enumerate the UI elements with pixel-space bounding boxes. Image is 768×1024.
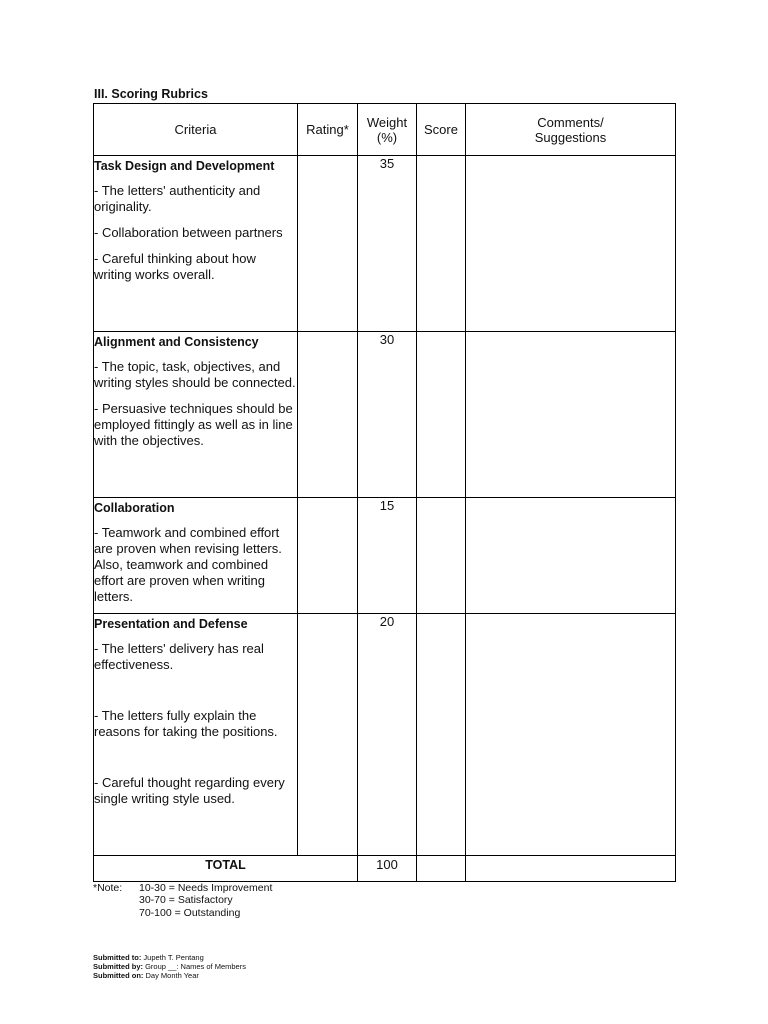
weight-cell: 15 (358, 498, 417, 614)
rubric-row (94, 332, 676, 498)
criteria-item: - Careful thinking about how writing works overall. (94, 251, 256, 282)
criteria-item: - The letters fully explain the reasons for taking the positions. (94, 708, 278, 739)
rubric-row (94, 498, 676, 614)
criteria-item: - Persuasive techniques should be employed fittingly as well as in line with the objectives. (94, 401, 293, 448)
submitted-on-value: Day Month Year (145, 971, 199, 980)
rating-cell[interactable] (298, 498, 358, 614)
criteria-cell (94, 156, 298, 332)
scoring-rubric-table (93, 103, 676, 882)
total-score-cell[interactable] (417, 856, 466, 882)
submitted-by-value: Group __: Names of Members (145, 962, 246, 971)
weight-header (358, 104, 417, 156)
submitted-to-label: Submitted to: (93, 953, 142, 962)
submitted-on-label: Submitted on: (93, 971, 144, 980)
total-value: 100 (376, 857, 398, 872)
weight-header-line1: Weight (366, 114, 408, 130)
rating-cell[interactable] (298, 332, 358, 498)
submitted-by-label: Submitted by: (93, 962, 143, 971)
submitted-to (93, 953, 246, 962)
note-label: *Note: (93, 882, 123, 894)
criteria-cell (94, 614, 298, 856)
criteria-cell (94, 332, 298, 498)
criteria-item: - Teamwork and combined effort are proven when revising letters. Also, teamwork and combined effort are proven when writing letters. (94, 525, 282, 604)
weight-cell: 30 (358, 332, 417, 498)
criteria-title: Alignment and Consistency (94, 335, 259, 349)
submitted-by (93, 962, 246, 971)
score-cell[interactable] (417, 332, 466, 498)
total-label: TOTAL (205, 858, 246, 872)
criteria-header: Criteria (94, 104, 298, 156)
score-header: Score (417, 104, 466, 156)
total-comments-cell[interactable] (466, 856, 676, 882)
comments-cell[interactable] (466, 498, 676, 614)
note-line: 10-30 = Needs Improvement (139, 882, 273, 894)
comments-header-line1: Comments/ (537, 114, 604, 130)
score-cell[interactable] (417, 156, 466, 332)
header-row (94, 104, 676, 156)
comments-header (466, 104, 676, 156)
rating-header: Rating* (298, 104, 358, 156)
total-label-cell (94, 856, 358, 882)
total-weight-cell (358, 856, 417, 882)
criteria-item: - The topic, task, objectives, and writing styles should be connected. (94, 359, 296, 390)
rubric-row (94, 614, 676, 856)
submitted-on (93, 971, 246, 980)
section-title: III. Scoring Rubrics (94, 87, 208, 101)
comments-header-line2: Suggestions (534, 129, 607, 145)
criteria-cell (94, 498, 298, 614)
rating-cell[interactable] (298, 156, 358, 332)
submitted-to-value: Jupeth T. Pentang (143, 953, 204, 962)
rubric-row (94, 156, 676, 332)
comments-cell[interactable] (466, 332, 676, 498)
criteria-item: - Collaboration between partners (94, 225, 283, 240)
criteria-item: - The letters' delivery has real effectiveness. (94, 641, 264, 672)
criteria-item: - The letters' authenticity and originality. (94, 183, 261, 214)
weight-cell: 20 (358, 614, 417, 856)
criteria-title: Presentation and Defense (94, 617, 248, 631)
note-line: 70-100 = Outstanding (139, 906, 241, 919)
rating-cell[interactable] (298, 614, 358, 856)
comments-cell[interactable] (466, 156, 676, 332)
criteria-item: - Careful thought regarding every single writing style used. (94, 775, 285, 806)
note-lines (139, 882, 272, 919)
note-line: 30-70 = Satisfactory (139, 894, 233, 907)
comments-cell[interactable] (466, 614, 676, 856)
criteria-title: Task Design and Development (94, 159, 275, 173)
score-cell[interactable] (417, 498, 466, 614)
total-row (94, 856, 676, 882)
weight-header-line2: (%) (376, 129, 398, 145)
score-cell[interactable] (417, 614, 466, 856)
criteria-title: Collaboration (94, 501, 175, 515)
weight-cell: 35 (358, 156, 417, 332)
submission-footer (93, 953, 246, 980)
